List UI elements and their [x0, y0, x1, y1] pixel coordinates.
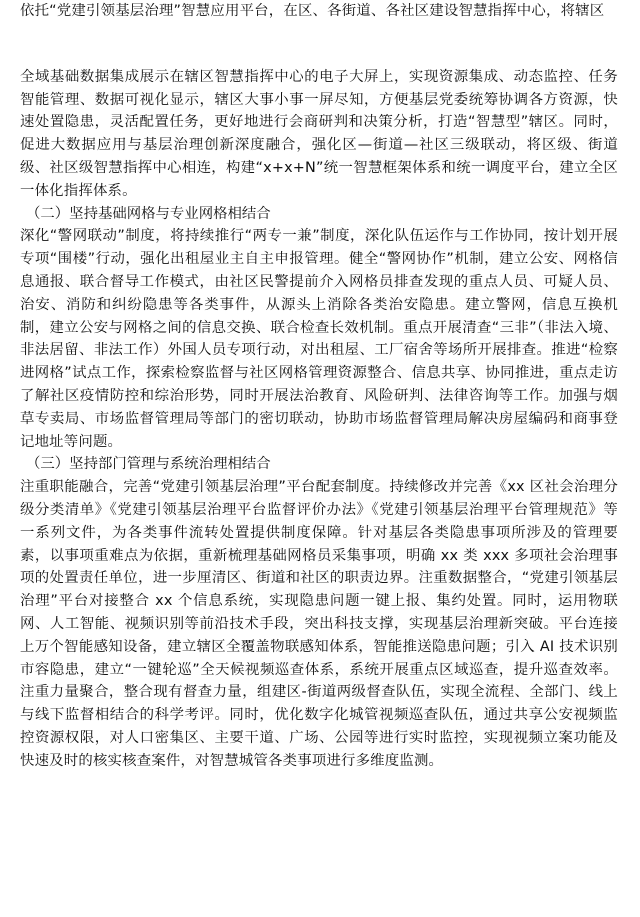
- intro-line: 依托“党建引领基层治理”智慧应用平台，在区、各街道、各社区建设智慧指挥中心，将辖区: [20, 3, 605, 19]
- paragraph-system-governance: 注重职能融合，完善“党建引领基层治理”平台配套制度。持续修改并完善《xx 区社会治理分级分类清单》《党建引领基层治理平台监督评价办法》《党建引领基层治理平台管理规范》等一系列文件，为各类事件流转处置提供制度保障。针对基层各类隐患事项所涉及的管理要素，以事项重难点为依据，重新梳理基础网格员采集事项，明确 xx 类 xxx 多项社会治理事项的处置责任单位，进一步厘清区、街道和社区的职责边界。注重数据整合，“党建引领基层治理”平台对接整合 xx 个信息系统，实现隐患问题一键上报、集约处置。同时，运用物联网、人工智能、视频识别等前沿技术手段，突出科技支撑，实现基层治理新突破。平台连接上万个智能感知设备，建立辖区全覆盖物联感知体系，智能推送隐患问题；引入 AI 技术识别市容隐患，建立“一键轮巡”全天候视频巡查体系，系统开展重点区域巡查，提升巡查效率。注重力量聚合，整合现有督查力量，组建区-街道两级督查队伍，实现全流程、全部门、线上与线下监督相结合的科学考评。同时，优化数字化城管视频巡查队伍，通过共享公安视频监控资源权限，对人口密集区、主要干道、广场、公园等进行实时监控，实现视频立案功能及快速及时的核实核查案件，对智慧城管各类事项进行多维度监测。: [20, 479, 618, 769]
- page-break-gap: [20, 23, 618, 66]
- paragraph-police-grid-linkage: 深化“警网联动”制度，将持续推行“两专一兼”制度，深化队伍运作与工作协同，按计划开展专项“围楼”行动，强化出租屋业主自主申报管理。健全“警网协作”机制，建立公安、网格信息通报、联合督导工作模式，由社区民警提前介入网格员排查发现的重点人员、可疑人员、治安、消防和纠纷隐患等各类事件，从源头上消除各类治安隐患。建立警网，信息互换机制，建立公安与网格之间的信息交换、联合检查长效机制。重点开展清查“三非”（非法入境、非法居留、非法工作）外国人员专项行动，对出租屋、工厂宿舍等场所开展排查。推进“检察进网格”试点工作，探索检察监督与社区网格管理资源整合、信息共享、协同推进，重点走访了解社区疫情防控和综治形势，同时开展法治教育、风险研判、法律咨询等工作。加强与烟草专卖局、市场监督管理局等部门的密切联动，协助市场监督管理局解决房屋编码和商事登记地址等问题。: [20, 228, 618, 450]
- section-heading-grid: （二）坚持基础网格与专业网格相结合: [26, 205, 271, 222]
- section-heading-department: （三）坚持部门管理与系统治理相结合: [26, 456, 271, 473]
- paragraph-data-integration: 全域基础数据集成展示在辖区智慧指挥中心的电子大屏上，实现资源集成、动态监控、任务智能管理、数据可视化显示，辖区大事小事一屏尽知，方便基层党委统筹协调各方资源，快速处置隐患，灵活配置任务，更好地进行会商研判和决策分析，打造“智慧型”辖区。同时，促进大数据应用与基层治理创新深度融合，强化区—街道—社区三级联动，将区级、街道级、社区级智慧指挥中心相连，构建“x+x+N”统一智慧框架体系和统一调度平台，建立全区一体化指挥体系。: [20, 68, 618, 199]
